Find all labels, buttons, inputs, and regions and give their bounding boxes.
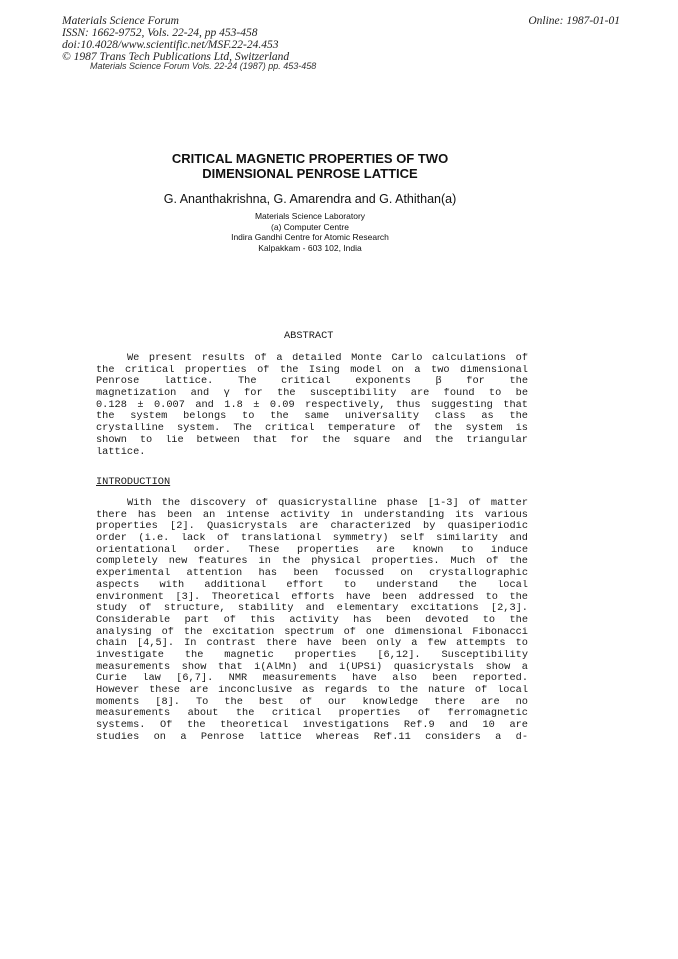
body-line: Curie law [6,7]. NMR measurements have also been reported.: [96, 673, 528, 685]
body-line: completely new features in the physical properties. Much of the: [96, 556, 528, 568]
body-line: analysing of the excitation spectrum of one dimensional Fibonacci: [96, 626, 528, 638]
copyright-line: © 1987 Trans Tech Publications Ltd, Switzerland: [62, 51, 290, 63]
author-list: G. Ananthakrishna, G. Amarendra and G. Athithan(a): [163, 192, 457, 206]
running-header: Materials Science Forum Vols. 22-24 (1987) pp. 453-458: [90, 61, 317, 71]
affiliation-line: Kalpakkam - 603 102, India: [258, 242, 362, 253]
issn-line: ISSN: 1662-9752, Vols. 22-24, pp 453-458: [62, 27, 258, 39]
body-line: With the discovery of quasicrystalline phase [1-3] of matter: [127, 498, 528, 509]
body-line: chain [4,5]. In contrast there have been only a few attempts to: [96, 638, 528, 650]
abstract-line: the critical properties of the Ising model on a two dimensional: [96, 364, 528, 376]
body-line: moments [8]. To the best of our knowledge there are no: [96, 696, 528, 708]
affiliation-line: Materials Science Laboratory: [254, 211, 366, 221]
body-line: there has been an intense activity in understanding its various: [96, 509, 528, 521]
abstract-body: [96, 353, 528, 458]
journal-header: [62, 15, 289, 63]
body-line: systems. Of the theoretical investigations Ref.9 and 10 are: [96, 720, 528, 732]
online-date: Online: 1987-01-01: [528, 15, 620, 27]
title-line: DIMENSIONAL PENROSE LATTICE: [202, 166, 418, 181]
abstract-line: Penrose lattice. The critical exponents β for the: [96, 376, 528, 388]
doi-line: doi:10.4028/www.scientific.net/MSF.22-24.453: [62, 39, 279, 51]
abstract-line: crystalline system. The critical temperature of the system is: [96, 423, 528, 435]
abstract-line: the system belongs to the same universality class as the: [96, 411, 528, 423]
body-line: aspects with additional effort to understand the local: [96, 579, 528, 591]
abstract-line: We present results of a detailed Monte Carlo calculations of: [127, 353, 528, 364]
abstract-line: shown to lie between that for the square and the triangular: [96, 434, 528, 446]
body-line: experimental attention has been focussed on crystallographic: [96, 568, 528, 580]
body-line: However these are inconclusive as regards to the nature of local: [96, 685, 528, 696]
abstract-heading: ABSTRACT: [284, 330, 334, 342]
journal-name: Materials Science Forum: [62, 15, 179, 27]
affiliation-block: [95, 211, 525, 253]
body-line: orientational order. These properties are known to induce: [96, 544, 528, 556]
abstract-line: magnetization and γ for the susceptibility are found to be: [96, 388, 528, 400]
abstract-line: 0.128 ± 0.007 and 1.8 ± 0.09 respectively, thus suggesting that: [96, 399, 528, 411]
introduction-heading: INTRODUCTION: [96, 476, 171, 488]
body-line: properties [2]. Quasicrystals are characterized by quasiperiodic: [96, 521, 528, 533]
abstract-line: lattice.: [96, 446, 146, 458]
body-line: Considerable part of this activity has been devoted to the: [96, 614, 528, 626]
title-line: CRITICAL MAGNETIC PROPERTIES OF TWO: [171, 151, 449, 166]
affiliation-line: Indira Gandhi Centre for Atomic Research: [231, 232, 389, 242]
body-line: investigate the magnetic properties [6,12]. Susceptibility: [96, 649, 528, 661]
body-line: measurements about the critical properties of ferromagnetic: [96, 708, 528, 720]
body-line: study of structure, stability and elementary excitations [2,3].: [96, 603, 528, 615]
body-line: order (i.e. lack of translational symmetry) self similarity and: [96, 533, 528, 545]
introduction-body: [96, 498, 528, 743]
body-line: studies on a Penrose lattice whereas Ref.11 considers a d-: [96, 731, 528, 743]
body-line: measurements show that i(AlMn) and i(UPSi) quasicrystals show a: [96, 661, 528, 673]
body-line: environment [3]. Theoretical efforts have been addressed to the: [96, 591, 528, 603]
paper-title: [95, 151, 525, 181]
affiliation-line: (a) Computer Centre: [271, 221, 349, 232]
